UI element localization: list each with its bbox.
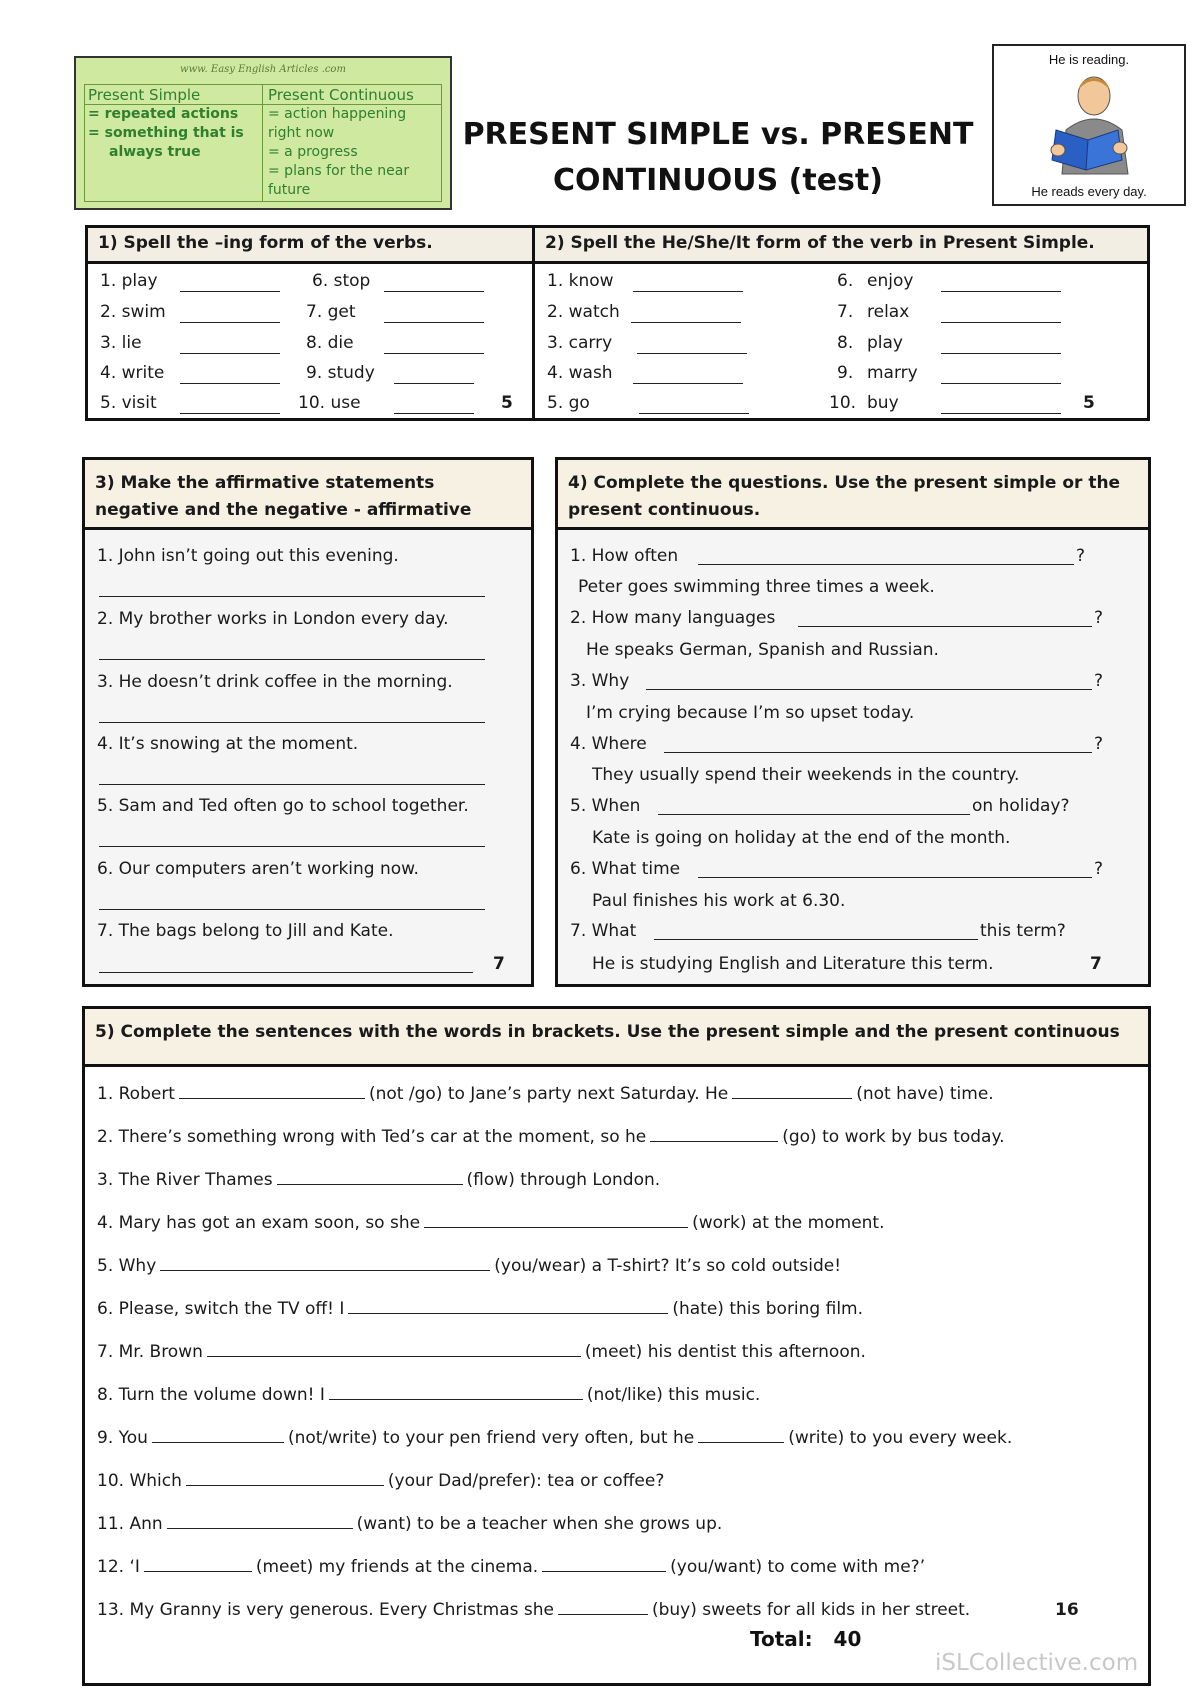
answer-blank[interactable] (160, 1256, 490, 1271)
question-end: this term? (980, 921, 1066, 941)
answer-line[interactable] (99, 972, 473, 973)
answer-line[interactable] (99, 596, 485, 597)
answer-blank[interactable] (558, 1600, 648, 1615)
answer-blank[interactable] (179, 1084, 365, 1099)
answer-blank[interactable] (384, 291, 484, 292)
sentence-text: (write) to you every week. (788, 1428, 1013, 1448)
sentence-10 (97, 1471, 664, 1491)
sentence-text: 12. ‘I (97, 1557, 140, 1577)
info-col2-item: = action happening (268, 106, 407, 122)
section-3 (82, 457, 534, 987)
sentence-2 (97, 1127, 1005, 1147)
verb-number: 9. (837, 363, 854, 383)
question-answer: He is studying English and Literature this term. (592, 954, 994, 974)
answer-blank[interactable] (732, 1084, 852, 1099)
sentence-text: (not have) time. (856, 1084, 994, 1104)
answer-blank[interactable] (167, 1514, 353, 1529)
answer-blank[interactable] (394, 383, 474, 384)
verb-item: relax (867, 302, 910, 322)
section-4-heading-line1: 4) Complete the questions. Use the present simple or the (568, 473, 1121, 493)
question-end: ? (1094, 608, 1104, 628)
answer-blank[interactable] (384, 322, 484, 323)
answer-blank[interactable] (637, 353, 747, 354)
answer-blank[interactable] (633, 291, 743, 292)
question-end: ? (1094, 734, 1104, 754)
info-col2-item: right now (268, 125, 335, 141)
sentence-text: 7. Mr. Brown (97, 1342, 203, 1362)
question-end: ? (1094, 671, 1104, 691)
sentence-11 (97, 1514, 722, 1534)
sentence-text: 3. The River Thames (97, 1170, 273, 1190)
sentence-text: 8. Turn the volume down! I (97, 1385, 325, 1405)
section-1-score: 5 (501, 393, 513, 413)
statement-item: 5. Sam and Ted often go to school together. (97, 796, 469, 816)
sentence-12 (97, 1557, 925, 1577)
answer-line[interactable] (99, 846, 485, 847)
section-2-score: 5 (1083, 393, 1095, 413)
boy-reading-illustration (1036, 70, 1146, 182)
total-score (750, 1627, 861, 1651)
verb-item: 2. swim (100, 302, 166, 322)
answer-blank[interactable] (180, 322, 280, 323)
info-table (84, 84, 442, 202)
sentence-text: (your Dad/prefer): tea or coffee? (387, 1471, 665, 1491)
verb-item: 4. write (100, 363, 165, 383)
verb-number: 10. (829, 393, 857, 413)
verb-item: 7. get (306, 302, 356, 322)
answer-line[interactable] (99, 909, 485, 910)
statement-item: 7. The bags belong to Jill and Kate. (97, 921, 394, 941)
answer-blank[interactable] (646, 689, 1092, 690)
sentence-text: 10. Which (97, 1471, 182, 1491)
section-2 (532, 225, 1150, 421)
answer-blank[interactable] (631, 322, 741, 323)
answer-blank[interactable] (348, 1299, 668, 1314)
info-col1-title: Present Simple (88, 86, 201, 104)
question-start: 1. How often (570, 546, 679, 566)
sentence-text: (meet) his dentist this afternoon. (584, 1342, 866, 1362)
answer-blank[interactable] (180, 291, 280, 292)
answer-blank[interactable] (941, 383, 1061, 384)
verb-item: 5. visit (100, 393, 157, 413)
question-start: 2. How many languages (570, 608, 776, 628)
verb-item: 3. lie (100, 333, 142, 353)
question-answer: Kate is going on holiday at the end of the month. (592, 828, 1011, 848)
statement-item: 6. Our computers aren’t working now. (97, 859, 419, 879)
info-col1-item: = repeated actions (88, 106, 239, 122)
answer-line[interactable] (99, 784, 485, 785)
sentence-text: 9. You (97, 1428, 148, 1448)
answer-line[interactable] (99, 659, 485, 660)
sentence-text: 6. Please, switch the TV off! I (97, 1299, 345, 1319)
watermark: iSLCollective.com (935, 1650, 1139, 1676)
section-1 (85, 225, 535, 421)
answer-blank[interactable] (394, 413, 474, 414)
section-3-score: 7 (493, 954, 505, 974)
sentence-7 (97, 1342, 866, 1362)
sentence-6 (97, 1299, 863, 1319)
section-4-score: 7 (1090, 954, 1102, 974)
sentence-text: 5. Why (97, 1256, 157, 1276)
question-answer: I’m crying because I’m so upset today. (586, 703, 915, 723)
answer-blank[interactable] (633, 383, 743, 384)
sentence-text: (want) to be a teacher when she grows up. (356, 1514, 723, 1534)
sentence-text: 13. My Granny is very generous. Every Christmas she (97, 1600, 554, 1620)
question-start: 4. Where (570, 734, 647, 754)
answer-blank[interactable] (384, 353, 484, 354)
question-end: ? (1094, 859, 1104, 879)
sentence-text: 1. Robert (97, 1084, 175, 1104)
verb-item: enjoy (867, 271, 914, 291)
info-col2-item: future (268, 182, 311, 198)
sentence-9 (97, 1428, 1012, 1448)
question-end: ? (1076, 546, 1086, 566)
question-start: 3. Why (570, 671, 630, 691)
question-start: 6. What time (570, 859, 681, 879)
answer-blank[interactable] (654, 939, 978, 940)
sentence-5 (97, 1256, 841, 1276)
info-col2-item: = a progress (268, 144, 358, 160)
answer-blank[interactable] (698, 877, 1092, 878)
section-3-heading-line1: 3) Make the affirmative statements (95, 473, 435, 493)
answer-blank[interactable] (664, 752, 1092, 753)
section-5 (82, 1006, 1151, 1686)
sentence-13 (97, 1600, 970, 1620)
answer-blank[interactable] (207, 1342, 581, 1357)
answer-blank[interactable] (152, 1428, 284, 1443)
answer-blank[interactable] (658, 814, 970, 815)
verb-number: 7. (837, 302, 854, 322)
question-answer: He speaks German, Spanish and Russian. (586, 640, 939, 660)
answer-blank[interactable] (941, 413, 1061, 414)
sentence-text: (not /go) to Jane’s party next Saturday. He (368, 1084, 729, 1104)
info-site: www. Easy English Articles .com (180, 64, 346, 75)
answer-blank[interactable] (639, 413, 749, 414)
verb-item: 3. carry (547, 333, 613, 353)
verb-item: play (867, 333, 903, 353)
sentence-text: (hate) this boring film. (672, 1299, 864, 1319)
answer-blank[interactable] (698, 1428, 784, 1443)
title-line1: PRESENT SIMPLE vs. PRESENT (462, 117, 974, 152)
question-answer: They usually spend their weekends in the country. (592, 765, 1020, 785)
sentence-8 (97, 1385, 760, 1405)
answer-blank[interactable] (180, 383, 280, 384)
sentence-text: (go) to work by bus today. (782, 1127, 1005, 1147)
verb-item: 8. die (306, 333, 354, 353)
sentence-text: 11. Ann (97, 1514, 163, 1534)
answer-blank[interactable] (542, 1557, 666, 1572)
verb-item: 1. know (547, 271, 614, 291)
answer-blank[interactable] (277, 1170, 463, 1185)
info-col2-item: = plans for the near (268, 163, 410, 179)
total-value: 40 (833, 1627, 862, 1651)
answer-blank[interactable] (144, 1557, 252, 1572)
section-4 (555, 457, 1151, 987)
sentence-text: (not/write) to your pen friend very often, but he (287, 1428, 695, 1448)
picture-caption-top: He is reading. (1048, 52, 1130, 67)
answer-blank[interactable] (180, 413, 280, 414)
page-title (462, 112, 974, 204)
sentence-text: (buy) sweets for all kids in her street. (651, 1600, 971, 1620)
info-box (74, 56, 452, 210)
verb-item: 2. watch (547, 302, 620, 322)
answer-blank[interactable] (941, 291, 1061, 292)
sentence-text: (you/wear) a T-shirt? It’s so cold outside! (494, 1256, 842, 1276)
picture-caption-bottom: He reads every day. (1031, 184, 1147, 199)
answer-blank[interactable] (698, 564, 1074, 565)
sentence-text: (you/want) to come with me?’ (670, 1557, 926, 1577)
sentence-text: (meet) my friends at the cinema. (255, 1557, 539, 1577)
question-start: 5. When (570, 796, 641, 816)
verb-item: buy (867, 393, 899, 413)
info-col2-title: Present Continuous (268, 86, 414, 104)
sentence-text: (not/like) this music. (586, 1385, 761, 1405)
verb-item: 5. go (547, 393, 590, 413)
statement-item: 3. He doesn’t drink coffee in the morning. (97, 672, 453, 692)
answer-blank[interactable] (941, 353, 1061, 354)
section-4-heading-line2: present continuous. (568, 500, 761, 520)
sentence-4 (97, 1213, 885, 1233)
sentence-text: (work) at the moment. (692, 1213, 885, 1233)
verb-item: 4. wash (547, 363, 613, 383)
verb-item: 1. play (100, 271, 158, 291)
verb-number: 8. (837, 333, 854, 353)
verb-item: 6. stop (312, 271, 371, 291)
question-answer: Peter goes swimming three times a week. (578, 577, 935, 597)
question-start: 7. What (570, 921, 637, 941)
answer-blank[interactable] (180, 353, 280, 354)
verb-item: 9. study (306, 363, 375, 383)
sentence-1 (97, 1084, 994, 1104)
answer-blank[interactable] (186, 1471, 384, 1486)
answer-blank[interactable] (329, 1385, 583, 1400)
question-answer: Paul finishes his work at 6.30. (592, 891, 846, 911)
info-col1-item: = something that is (88, 125, 244, 141)
sentence-text: (flow) through London. (466, 1170, 661, 1190)
section-2-heading: 2) Spell the He/She/It form of the verb in Present Simple. (545, 233, 1095, 253)
statement-item: 4. It’s snowing at the moment. (97, 734, 359, 754)
verb-item: marry (867, 363, 918, 383)
section-1-heading: 1) Spell the –ing form of the verbs. (98, 233, 433, 253)
verb-item: 10. use (298, 393, 361, 413)
question-end: on holiday? (972, 796, 1070, 816)
answer-blank[interactable] (798, 626, 1092, 627)
section-3-heading-line2: negative and the negative - affirmative (95, 500, 472, 520)
verb-number: 6. (837, 271, 854, 291)
statement-item: 2. My brother works in London every day. (97, 609, 449, 629)
reading-picture (992, 44, 1186, 206)
statement-item: 1. John isn’t going out this evening. (97, 546, 399, 566)
answer-blank[interactable] (424, 1213, 688, 1228)
answer-line[interactable] (99, 722, 485, 723)
info-col1-item: always true (109, 144, 201, 160)
section-5-heading: 5) Complete the sentences with the words in brackets. Use the present simple and the present continuous (95, 1022, 1120, 1042)
sentence-text: 2. There’s something wrong with Ted’s car at the moment, so he (97, 1127, 647, 1147)
answer-blank[interactable] (941, 322, 1061, 323)
answer-blank[interactable] (650, 1127, 778, 1142)
section-5-score: 16 (1055, 1600, 1079, 1620)
sentence-text: 4. Mary has got an exam soon, so she (97, 1213, 421, 1233)
sentence-3 (97, 1170, 660, 1190)
title-line2: CONTINUOUS (test) (553, 163, 883, 198)
total-label: Total: (750, 1627, 813, 1651)
